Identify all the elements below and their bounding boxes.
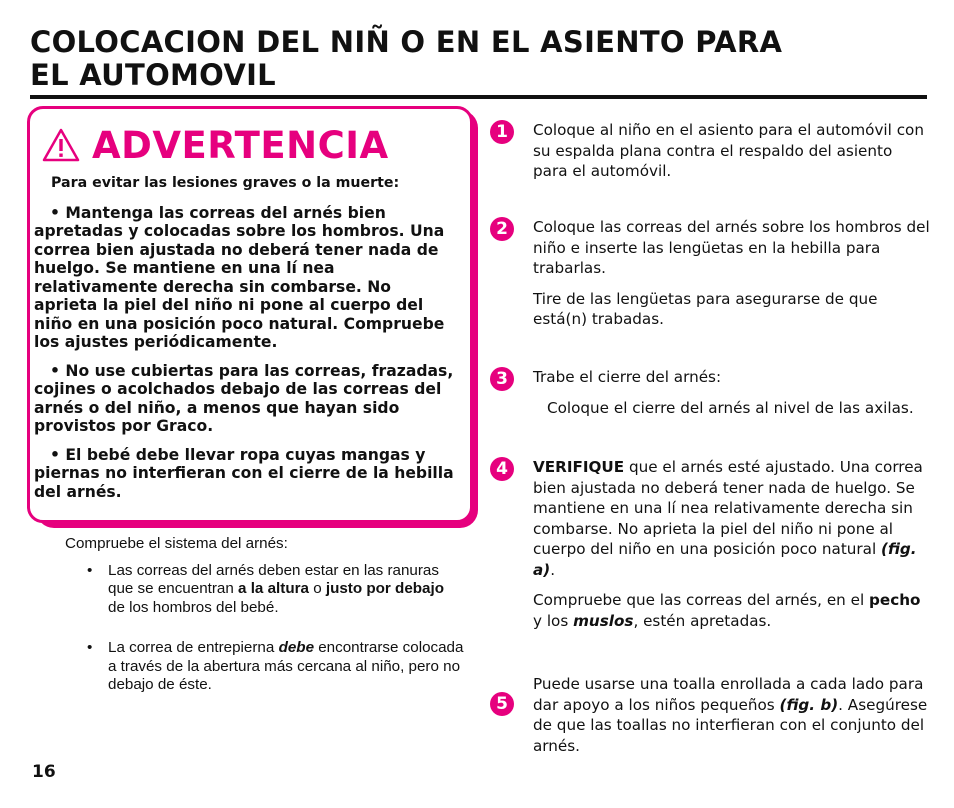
step-text — [533, 217, 931, 340]
page-title-line-1: COLOCACION DEL NIÑ O EN EL ASIENTO PARA — [30, 25, 783, 59]
step-number-badge: 5 — [490, 692, 514, 716]
bullet-emphasis: a la altura — [238, 580, 309, 597]
warning-body — [34, 174, 458, 511]
step-text — [533, 120, 931, 192]
warning-triangle-icon — [42, 128, 80, 162]
step-text-run: . Asegúrese de que las toallas no interfieran con el conjunto del arnés. — [533, 695, 928, 755]
step-text — [533, 367, 931, 428]
bullet-dot: • — [87, 639, 93, 656]
figure-reference: (fig. a) — [533, 540, 917, 579]
step-number-badge: 1 — [490, 120, 514, 144]
step-text-run: y los — [533, 611, 574, 630]
step-paragraph: Trabe el cierre del arnés: — [533, 368, 722, 386]
bullet-text: encontrarse colocada a través de la abertura más cercana al niño, pero no debajo de éste. — [108, 639, 464, 693]
warning-heading: ADVERTENCIA — [92, 123, 389, 167]
step-emphasis: muslos — [573, 611, 634, 630]
bullet-text: Las correas del arnés deben estar en las ranuras que se encuentran — [108, 561, 439, 597]
step-paragraph — [533, 457, 931, 580]
step-text — [533, 457, 931, 641]
page-title — [30, 26, 930, 92]
step-text-run: Puede usarse una toalla enrollada a cada lado para dar apoyo a los niños pequeños — [533, 675, 924, 714]
step-paragraph: Coloque el cierre del arnés al nivel de las axilas. — [547, 398, 914, 417]
warning-item: • El bebé debe llevar ropa cuyas mangas y piernas no interfieran con el cierre de la hebilla del arnés. — [34, 445, 454, 501]
bullet-text: de los hombros del bebé. — [108, 598, 279, 616]
step-text-run: . — [550, 560, 556, 579]
harness-check-title: Compruebe el sistema del arnés: — [65, 535, 288, 552]
bullet-text: La correa de entrepierna — [108, 639, 279, 656]
warning-intro: Para evitar las lesiones graves o la muerte: — [51, 175, 400, 191]
warning-header — [42, 120, 389, 170]
step-paragraph: Coloque al niño en el asiento para el automóvil con su espalda plana contra el respaldo del asiento para el automóvil. — [533, 121, 924, 180]
step-number-badge: 3 — [490, 367, 514, 391]
bullet-emphasis: justo por debajo — [325, 580, 444, 597]
step-paragraph — [533, 590, 931, 631]
figure-reference: (fig. b) — [779, 695, 839, 714]
page-title-line-2: EL AUTOMOVIL — [30, 58, 276, 92]
harness-check-bullet — [65, 562, 465, 618]
step-text-run: que el arnés esté ajustado. Una correa bien ajustada no deberá tener nada de huelgo. Se mantiene en una lí nea relativamente derecha sin combarse. No aprieta la piel del niño ni pone al cuerpo del niño en una posición poco natural — [533, 458, 923, 558]
page-number: 16 — [32, 762, 56, 782]
warning-item: • No use cubiertas para las correas, frazadas, cojines o acolchados debajo de las correas del arnés o del niño, a menos que hayan sido provistos por Graco. — [34, 361, 454, 435]
bullet-text: o — [308, 580, 326, 597]
warning-item: • Mantenga las correas del arnés bien apretadas y colocadas sobre los hombros. Una correa bien ajustada no deberá tener nada de huelgo. Se mantiene en una lí nea relativamente derecha sin combarse. No aprieta la piel del niño ni pone al cuerpo del niño en una posición poco natural. Compruebe los ajustes periódicamente. — [34, 203, 445, 351]
title-rule — [30, 95, 927, 99]
harness-check-bullet — [65, 639, 465, 695]
step-paragraph: Coloque las correas del arnés sobre los hombros del niño e inserte las lengüetas en la hebilla para trabarlas. — [533, 218, 930, 277]
step-text — [533, 674, 931, 766]
step-text-run: , estén apretadas. — [633, 611, 772, 630]
bullet-dot: • — [87, 561, 93, 579]
step-paragraph: Tire de las lengüetas para asegurarse de que está(n) trabadas. — [533, 289, 878, 328]
step-number-badge: 2 — [490, 217, 514, 241]
step-emphasis: pecho — [869, 591, 921, 609]
step-paragraph — [533, 674, 931, 756]
bullet-emphasis: debe — [278, 639, 315, 656]
harness-check-section — [65, 535, 465, 711]
step-text-run: Compruebe que las correas del arnés, en el — [533, 591, 870, 609]
step-emphasis: VERIFIQUE — [533, 458, 625, 476]
step-number-badge: 4 — [490, 457, 514, 481]
